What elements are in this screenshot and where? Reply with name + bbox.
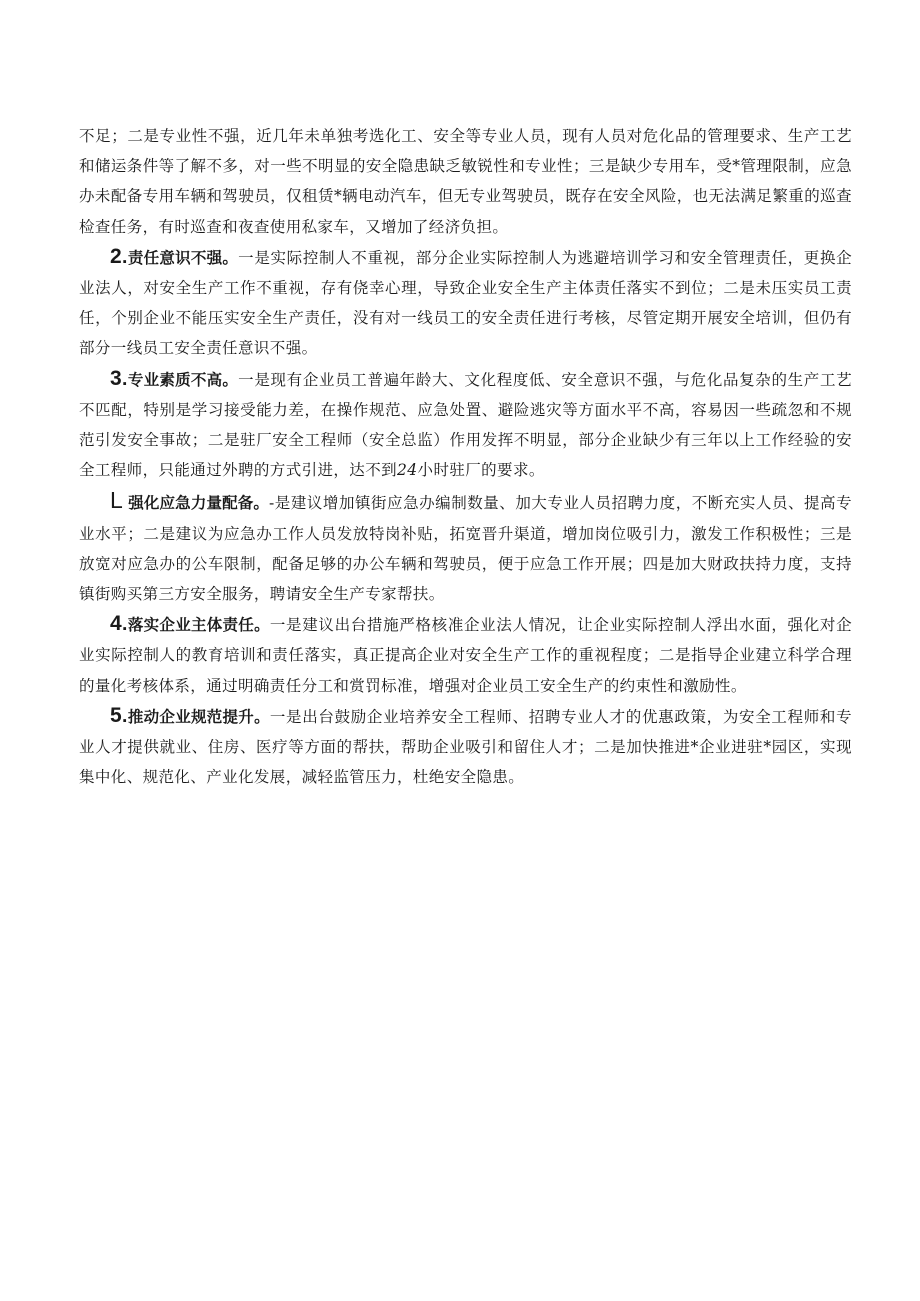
paragraph-text: 一是实际控制人不重视，部分企业实际控制人为逃避培训学习和安全管理责任，更换企业法人，对安全生产工作不重视，存有侥幸心理，导致企业安全生产主体责任落实不到位；二是未压实员工责任，个别企业不能压实安全生产责任，没有对一线员工的安全责任进行考核，尽管定期开展安全培训，但仍有部分一线员工安全责任意识不强。 bbox=[79, 248, 853, 358]
item-lead-title: .责任意识不强。 bbox=[121, 248, 239, 267]
paragraph-emergency bbox=[79, 485, 852, 609]
item-lead-title: .落实企业主体责任。 bbox=[121, 616, 270, 635]
paragraph-responsibility bbox=[79, 242, 852, 364]
paragraph-text: 一是出台鼓励企业培养安全工程师、招聘专业人才的优惠政策，为安全工程师和专业人才提供就业、住房、医疗等方面的帮扶，帮助企业吸引和留住人才；二是加快推进*企业进驻*园区，实现集中化、规范化、产业化发展，减轻监管压力，杜绝安全隐患。 bbox=[79, 707, 852, 787]
item-number: 2 bbox=[110, 244, 122, 268]
paragraph-enterprise-responsibility bbox=[79, 609, 852, 701]
hours-value: 24 bbox=[397, 461, 418, 480]
paragraph-quality bbox=[79, 364, 852, 486]
item-lead-title: 强化应急力量配备。 bbox=[128, 494, 270, 513]
item-lead-title: .专业素质不高。 bbox=[121, 370, 239, 389]
item-number: L bbox=[110, 487, 123, 514]
paragraph-text: 小时驻厂的要求。 bbox=[417, 461, 545, 480]
paragraph-text: 不足；二是专业性不强，近几年未单独考选化工、安全等专业人员，现有人员对危化品的管理要求、生产工艺和储运条件等了解不多，对一些不明显的安全隐患缺乏敏锐性和专业性；三是缺少专用车，受*管理限制，应急办未配备专用车辆和驾驶员，仅租赁*辆电动汽车，但无专业驾驶员，既存在安全风险，也无法满足繁重的巡查检查任务，有时巡查和夜查使用私家车，又增加了经济负担。 bbox=[79, 127, 852, 236]
item-number: 3 bbox=[110, 366, 122, 390]
item-number: 5 bbox=[110, 703, 122, 727]
paragraph-text: 一是建议出台措施严格核准企业法人情况，让企业实际控制人浮出水面，强化对企业实际控制人的教育培训和责任落实，真正提高企业对安全生产工作的重视程度；二是指导企业建立科学合理的量化考核体系，通过明确责任分工和赏罚标准，增强对企业员工安全生产的约束性和激励性。 bbox=[79, 616, 852, 695]
item-number: 4 bbox=[110, 612, 122, 636]
paragraph-standardization bbox=[79, 701, 852, 793]
paragraph-text: -是建议增加镇街应急办编制数量、加大专业人员招聘力度，不断充实人员、提高专业水平；二是建议为应急办工作人员发放特岗补贴，拓宽晋升渠道，增加岗位吸引力，激发工作积极性；三是放宽对应急办的公车限制，配备足够的办公车辆和驾驶员，便于应急工作开展；四是加大财政扶持力度，支持镇街购买第三方安全服务，聘请安全生产专家帮扶。 bbox=[79, 494, 852, 604]
paragraph-continuation bbox=[79, 121, 852, 242]
paragraph-text: 一是现有企业员工普遍年龄大、文化程度低、安全意识不强，与危化品复杂的生产工艺不匹配，特别是学习接受能力差，在操作规范、应急处置、避险逃灾等方面水平不高，容易因一些疏忽和不规范引发安全事故；二是驻厂安全工程师（安全总监）作用发挥不明显，部分企业缺少有三年以上工作经验的安全工程师，只能通过外聘的方式引进，达不到 bbox=[79, 370, 853, 480]
item-lead-title: .推动企业规范提升。 bbox=[121, 707, 270, 726]
